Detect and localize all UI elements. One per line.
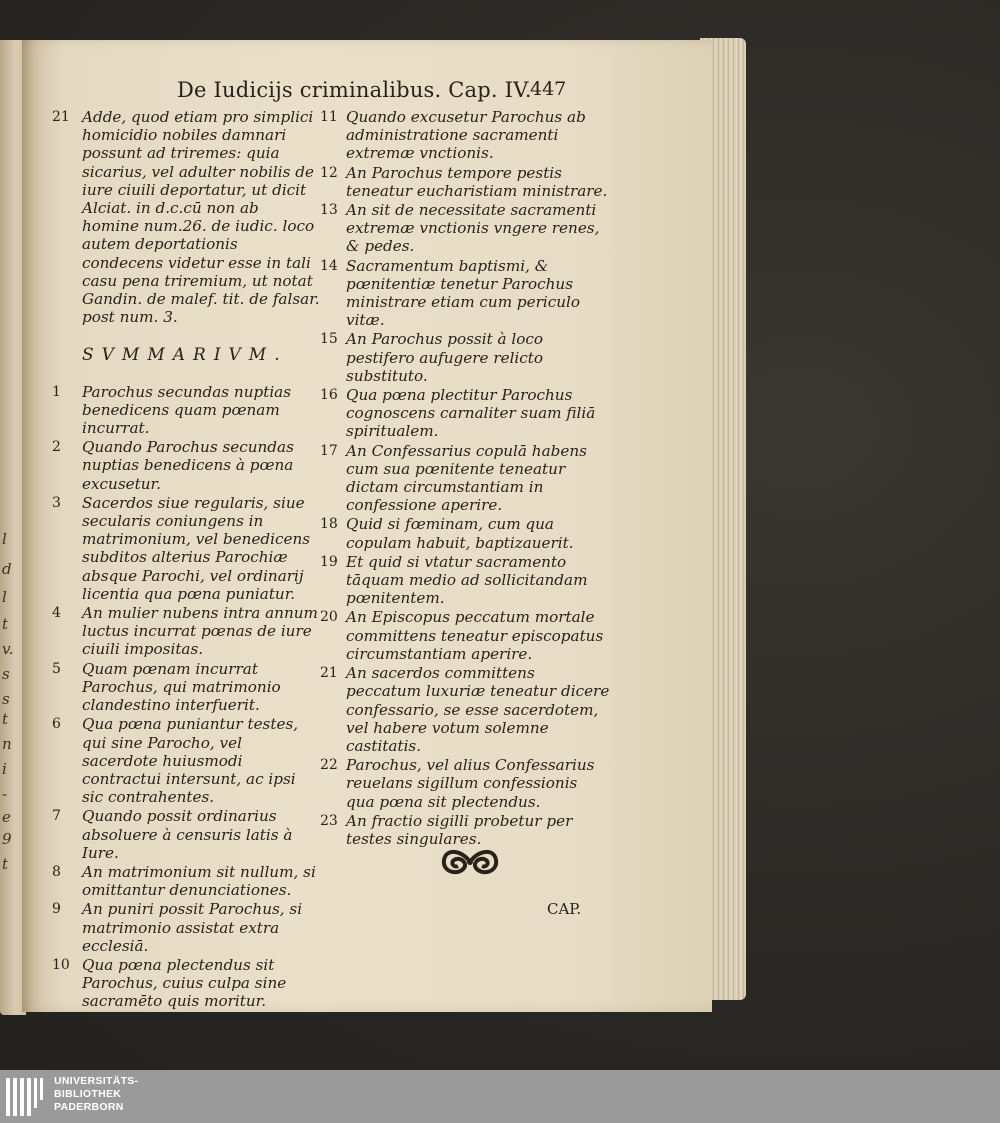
entry-number: 1 [52,383,61,400]
running-header: De Iudicijs criminalibus. Cap. IV. [177,78,532,102]
summary-entry [320,201,610,256]
paragraph-21 [52,108,320,326]
entry-text: An matrimonium sit nullum, si omittantur denunciationes. [82,862,316,900]
summary-entry [320,664,610,755]
entry-text: An mulier nubens intra annum luctus incurrat pœnas de iure ciuili impositas. [82,604,318,659]
summarium-heading: SVMMARIVM. [82,345,288,366]
entry-number: 2 [52,439,61,456]
entry-text: Qua pœna plectitur Parochus cognoscens carnaliter suam filiā spiritualem. [346,386,596,441]
entry-number: 3 [52,494,61,511]
paragraph-number: 21 [52,109,70,125]
summary-entry [52,900,320,955]
entry-number: 4 [52,605,61,622]
summary-entry [320,608,610,663]
entry-number: 20 [320,609,338,626]
summary-entry [52,863,320,899]
entry-number: 17 [320,442,338,459]
summary-entry [320,108,610,163]
facing-page-letter: - [2,785,8,803]
summary-list-right [320,108,610,848]
facing-page-letter: t [2,855,9,873]
entry-text: Quando Parochus secundas nuptias benedicens à pœna excusetur. [82,438,294,493]
entry-number: 7 [52,808,61,825]
summary-entry [52,715,320,806]
entry-number: 13 [320,202,338,219]
book-page [22,40,712,1012]
facing-page-letter: v. [2,640,14,658]
entry-number: 18 [320,516,338,533]
facing-page-letter: i [2,760,7,778]
facing-page-letter: t [2,615,9,633]
paragraph-text: Adde, quod etiam pro simplici homicidio nobiles damnari possunt ad triremes: quia sicarius, vel adulter nobilis de iure ciuili deportatur, ut dicit Alciat. in d.c.cū non ab homine num.26. de iudic. loco autem deportationis condecens videtur esse in tali casu pena triremium, ut notat Gandin. de malef. tit. de falsar. post num. 3. [82,108,320,327]
entry-text: Quid si fœminam, cum qua copulam habuit, baptizauerit. [346,515,574,552]
facing-page-letter: d [2,560,12,578]
entry-number: 9 [52,901,61,918]
entry-text: Parochus secundas nuptias benedicens quam pœnam incurrat. [82,382,292,438]
summary-entry [52,494,320,603]
entry-text: An puniri possit Parochus, si matrimonio assistat extra ecclesiā. [82,900,303,955]
entry-number: 19 [320,553,338,570]
summary-entry [52,956,320,1011]
summary-entry [52,604,320,659]
summary-entry [320,812,610,848]
library-logo-icon [6,1076,48,1118]
entry-text: An Parochus tempore pestis teneatur eucharistiam ministrare. [346,163,608,200]
library-name-line-1: UNIVERSITÄTS- [54,1075,139,1087]
entry-number: 16 [320,387,338,404]
left-column [52,108,320,1012]
entry-text: Qua pœna plectendus sit Parochus, cuius culpa sine sacramēto quis moritur. [82,955,287,1011]
entry-number: 5 [52,660,61,677]
entry-text: Sacramentum baptismi, & pœnitentiæ tenetur Parochus ministrare etiam cum periculo vitæ. [346,256,581,330]
summary-entry [320,515,610,551]
entry-number: 12 [320,164,338,181]
entry-text: Quando possit ordinarius absoluere à censuris latis à Iure. [82,807,293,862]
summary-entry [52,383,320,438]
entry-number: 23 [320,812,338,829]
entry-text: An sit de necessitate sacramenti extremæ vnctionis vngere renes, & pedes. [346,201,600,256]
entry-text: An Episcopus peccatum mortale committens teneatur episcopatus circumstantiam aperire. [346,608,604,663]
summary-entry [320,257,610,330]
printer-ornament-icon [440,846,500,878]
entry-number: 14 [320,257,338,274]
entry-number: 6 [52,716,61,733]
library-name-line-3: PADERBORN [54,1101,124,1113]
entry-text: An fractio sigilli probetur per testes singulares. [346,811,573,848]
summary-entry [320,164,610,200]
entry-number: 10 [52,956,70,973]
entry-text: Quando excusetur Parochus ab administratione sacramenti extremæ vnctionis. [346,108,586,163]
entry-text: Qua pœna puniantur testes, qui sine Parocho, vel sacerdote huiusmodi contractui intersunt, ac ipsi sic contrahentes. [82,715,299,807]
summary-entry [52,660,320,715]
entry-number: 11 [320,109,338,125]
entry-number: 22 [320,757,338,774]
summary-entry [320,386,610,441]
entry-text: Quam pœnam incurrat Parochus, qui matrimonio clandestino interfuerit. [82,659,281,715]
summary-entry [320,330,610,385]
facing-page-letter: e [2,808,11,826]
facing-page-letter: n [2,735,12,753]
library-name [54,1075,138,1114]
summary-entry [52,807,320,862]
entry-number: 15 [320,331,338,348]
entry-text: An sacerdos committens peccatum luxuriæ teneatur dicere confessario, se esse sacerdotem, vel habere votum solemne castitatis. [346,664,610,755]
right-column [320,108,610,849]
entry-text: Parochus, vel alius Confessarius reuelans sigillum confessionis qua pœna sit plectendus. [346,756,595,811]
summary-list-left [52,383,320,1011]
facing-page-letter: 9 [2,830,12,848]
page-number: 447 [530,78,567,100]
facing-page-letter: l [2,588,7,606]
entry-text: An Parochus possit à loco pestifero aufugere relicto substituto. [346,330,544,385]
facing-page-letter: s [2,690,10,708]
entry-text: Sacerdos siue regularis, siue secularis coniungens in matrimonium, vel benedicens subditos alterius Parochiæ absque Parochi, vel ordinarij licentia qua pœna puniatur. [82,493,311,603]
entry-text: Et quid si vtatur sacramento tāquam medio ad sollicitandam pœnitentem. [346,552,588,608]
summary-entry [52,438,320,493]
facing-page-letter: s [2,665,10,683]
entry-number: 21 [320,665,338,682]
library-footer [0,1070,1000,1123]
summary-entry [320,553,610,608]
entry-number: 8 [52,863,61,880]
facing-page-letter: t [2,710,9,728]
facing-page-letter: l [2,530,7,548]
summary-entry [320,442,610,515]
summary-entry [320,756,610,811]
entry-text: An Confessarius copulā habens cum sua pœnitente teneatur dictam circumstantiam in confessione aperire. [346,441,587,515]
library-name-line-2: BIBLIOTHEK [54,1088,122,1100]
catchword: CAP. [547,900,582,918]
